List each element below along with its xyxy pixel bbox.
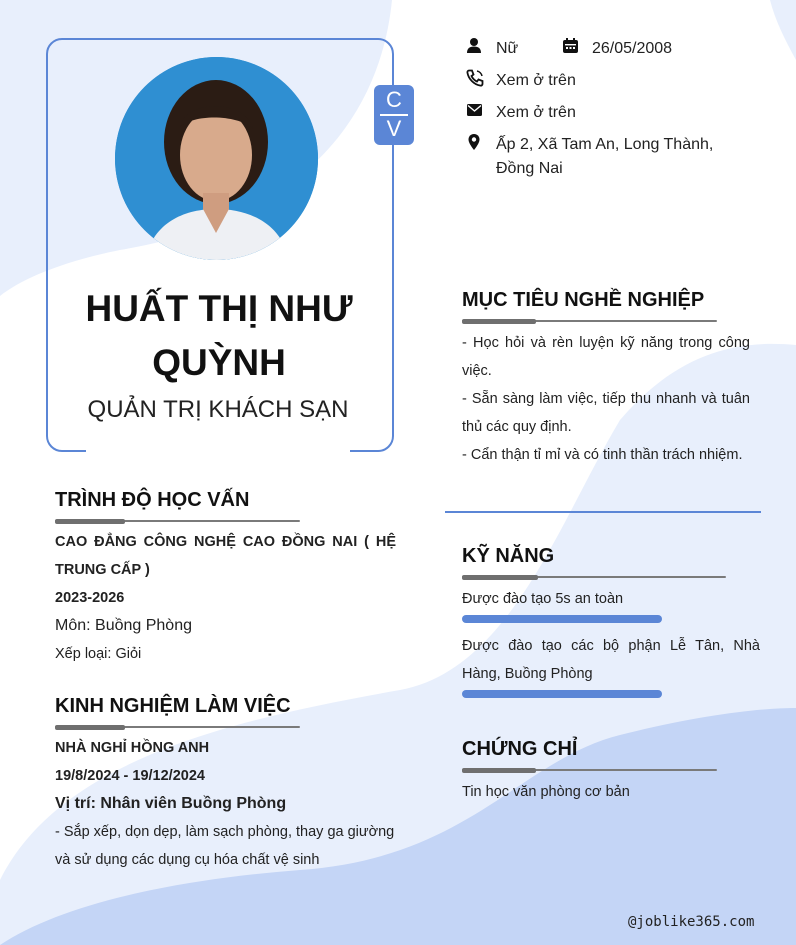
education-school: CAO ĐẲNG CÔNG NGHỆ CAO ĐỒNG NAI ( HỆ TRUNG CẤP ) — [55, 534, 396, 578]
person-icon — [466, 37, 484, 55]
skill-level-bar — [462, 690, 662, 698]
objective-underline-accent — [462, 319, 536, 324]
education-subject: Môn: Buồng Phòng — [55, 617, 192, 634]
certificates-title: CHỨNG CHỈ — [462, 738, 578, 760]
cv-badge — [374, 85, 414, 145]
education-grade: Xếp loại: Giỏi — [55, 646, 142, 662]
watermark: @joblike365.com — [628, 914, 755, 930]
skills-underline-accent — [462, 575, 538, 580]
candidate-job-title: QUẢN TRỊ KHÁCH SẠN — [87, 396, 349, 423]
education-title: TRÌNH ĐỘ HỌC VẤN — [55, 489, 250, 511]
experience-description: - Sắp xếp, dọn dẹp, làm sạch phòng, thay ga giường và sử dụng các dụng cụ hóa chất vệ sinh — [55, 824, 395, 868]
address-value: Ấp 2, Xã Tam An, Long Thành, Đồng Nai — [496, 136, 714, 177]
skills-underline — [462, 576, 726, 578]
education-underline — [55, 520, 300, 522]
experience-underline — [55, 726, 300, 728]
education-years: 2023-2026 — [55, 590, 125, 606]
experience-underline-accent — [55, 725, 125, 730]
birthdate-value: 26/05/2008 — [592, 40, 673, 57]
objective-list — [462, 329, 750, 469]
contact-phone — [466, 69, 666, 93]
certificates-underline-accent — [462, 768, 536, 773]
certificate-item: Tin học văn phòng cơ bản — [462, 784, 630, 800]
phone-value: Xem ở trên — [496, 72, 576, 89]
profile-card-gap — [86, 445, 350, 459]
certificates-underline — [462, 769, 717, 771]
section-divider — [445, 511, 761, 513]
cv-badge-letter-c: C — [386, 87, 402, 112]
experience-title: KINH NGHIỆM LÀM VIỆC — [55, 695, 291, 717]
contact-birthdate — [562, 37, 702, 61]
email-value: Xem ở trên — [496, 104, 576, 121]
objective-item: - Sẵn sàng làm việc, tiếp thu nhanh và tuân thủ các quy định. — [462, 391, 750, 435]
gender-value: Nữ — [496, 40, 519, 57]
skill-item-label: Được đào tạo các bộ phận Lễ Tân, Nhà Hàng, Buồng Phòng — [462, 638, 760, 682]
objective-item: - Học hỏi và rèn luyện kỹ năng trong công việc. — [462, 335, 750, 379]
phone-icon — [466, 69, 484, 87]
bg-shape-top-right — [770, 0, 796, 60]
skills-title: KỸ NĂNG — [462, 545, 555, 567]
cv-badge-letter-v: V — [386, 116, 402, 141]
experience-period: 19/8/2024 - 19/12/2024 — [55, 768, 205, 784]
candidate-name: HUẤT THỊ NHƯ QUỲNH — [85, 288, 353, 383]
education-underline-accent — [55, 519, 125, 524]
calendar-icon — [562, 37, 580, 55]
experience-company: NHÀ NGHỈ HỒNG ANH — [55, 740, 210, 756]
experience-position: Vị trí: Nhân viên Buồng Phòng — [55, 795, 287, 812]
skill-item-label: Được đào tạo 5s an toàn — [462, 591, 624, 607]
objective-item: - Cẩn thận tỉ mỉ và có tinh thần trách nhiệm. — [462, 447, 743, 463]
avatar — [115, 57, 318, 260]
contact-address — [466, 133, 766, 181]
objective-title: MỤC TIÊU NGHỀ NGHIỆP — [462, 289, 705, 311]
envelope-icon — [466, 101, 484, 119]
skill-level-bar — [462, 615, 662, 623]
location-pin-icon — [466, 133, 484, 151]
portrait-photo — [115, 57, 318, 260]
objective-underline — [462, 320, 717, 322]
contact-gender — [466, 37, 566, 61]
contact-email — [466, 101, 666, 125]
